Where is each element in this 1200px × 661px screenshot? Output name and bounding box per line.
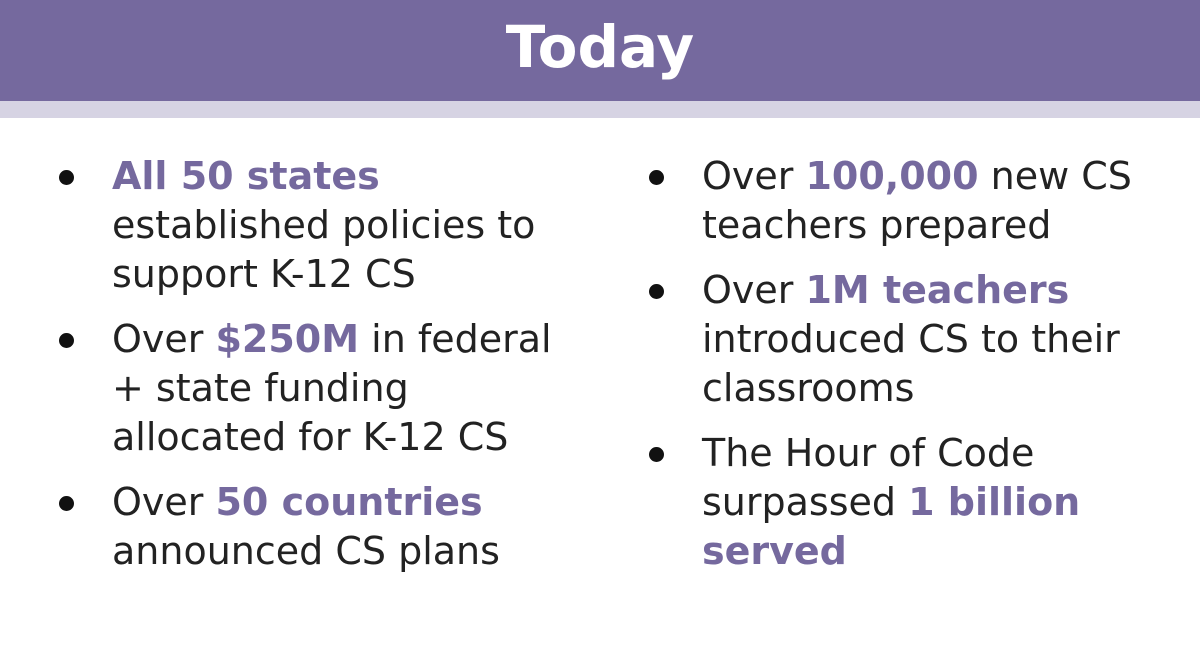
item-highlight: 1M teachers [805,268,1070,312]
item-text-post: announced CS plans [112,529,500,573]
item-text-post: introduced CS to their classrooms [702,317,1120,410]
bullet-dot-icon [649,284,664,299]
item-text-pre: The Hour of Code surpassed [702,431,1035,524]
item-highlight: 50 countries [215,480,483,524]
item-text-post: in federal + state funding allocated for K-12 CS [112,317,552,459]
bullet-item [646,266,1186,413]
title-banner-stripe [0,101,1200,118]
item-text-pre: Over [702,268,806,312]
bullet-item [56,315,576,462]
bullet-dot-icon [59,496,74,511]
bullet-dot-icon [59,333,74,348]
right-bullet-list [646,152,1186,592]
left-bullet-list [56,152,576,592]
bullet-item [646,429,1186,576]
item-text-pre: Over [112,480,216,524]
item-highlight: $250M [215,317,360,361]
slide-title: Today [505,13,695,81]
bullet-dot-icon [59,170,74,185]
item-text-pre: Over [112,317,216,361]
bullet-item [56,152,576,299]
bullet-dot-icon [649,447,664,462]
item-text-post: new CS teachers prepared [702,154,1132,247]
item-text-pre: Over [702,154,806,198]
item-text-post: established policies to support K-12 CS [112,203,536,296]
item-highlight: 1 billion served [702,480,1081,573]
item-highlight: All 50 states [112,154,380,198]
bullet-item [56,478,576,576]
bullet-dot-icon [649,170,664,185]
bullet-item [646,152,1186,250]
item-highlight: 100,000 [805,154,979,198]
